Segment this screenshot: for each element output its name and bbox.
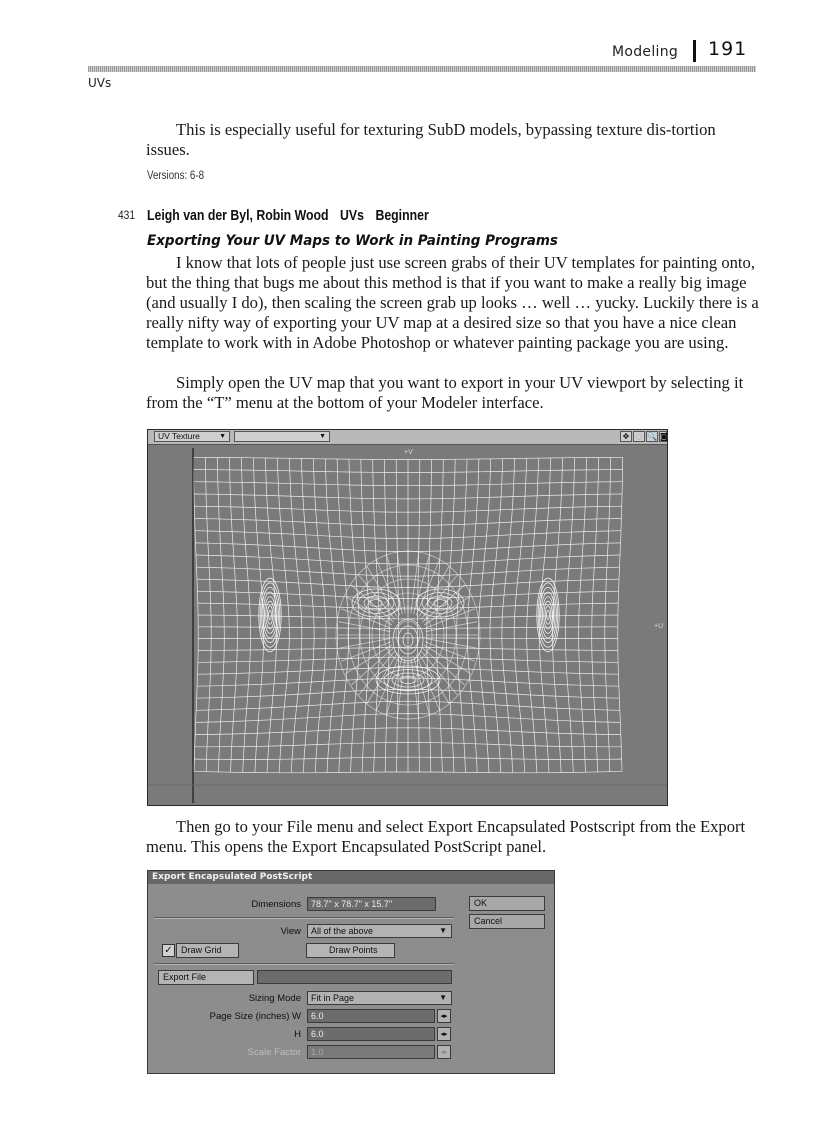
scale-factor-input: 1.0 (307, 1045, 435, 1059)
rotate-icon[interactable]: ◌ (633, 431, 645, 442)
cancel-button[interactable]: Cancel (469, 914, 545, 929)
scale-factor-label: Scale Factor (247, 1047, 301, 1058)
tip-title: Exporting Your UV Maps to Work in Painting Programs (147, 233, 558, 249)
ok-button[interactable]: OK (469, 896, 545, 911)
chevron-down-icon: ▼ (219, 433, 226, 440)
viewport-toolbar (148, 430, 667, 445)
tip-authors: Leigh van der Byl, Robin Wood (147, 207, 329, 224)
tip-number: 431 (118, 208, 136, 222)
axis-v-label: +V (404, 449, 413, 456)
view-select-value: All of the above (311, 926, 374, 936)
chevron-down-icon: ▼ (439, 993, 447, 1002)
versions-note: Versions: 6-8 (147, 170, 205, 182)
h-label: H (294, 1029, 301, 1040)
tip-paragraph-1: I know that lots of people just use screen grabs of their UV templates for painting onto, but the thing that bugs me about this method is that if you want to make a really big image (and usually I do), then scaling the screen grab up looks … well … yucky. Luckily there is a really nifty way of exporting your UV map at a desired size so that you have a nice clean template to work with in Adobe Photoshop or whatever painting package you are using. (146, 253, 759, 352)
chevron-down-icon: ▼ (319, 433, 326, 440)
uv-mesh-graphic (148, 445, 667, 805)
draw-grid-toggle[interactable]: Draw Grid (176, 943, 239, 958)
export-file-path-field[interactable] (257, 970, 452, 984)
tip-paragraph-3: Then go to your File menu and select Export Encapsulated Postscript from the Export menu. This opens the Export Encapsulated PostScript panel. (146, 817, 746, 856)
running-header-section: Modeling (612, 44, 679, 60)
view-label: View (280, 926, 301, 937)
zoom-icon[interactable]: 🔍 (647, 432, 657, 441)
dimensions-label: Dimensions (251, 899, 301, 910)
page-number: 191 (708, 38, 748, 60)
view-mode-dropdown[interactable] (154, 431, 230, 442)
intro-paragraph: This is especially useful for texturing SubD models, bypassing texture dis-tortion issues. (146, 120, 716, 159)
sizing-mode-select[interactable] (307, 991, 452, 1005)
export-eps-dialog (147, 870, 555, 1074)
uv-map-dropdown[interactable] (234, 431, 330, 442)
chevron-down-icon: ▼ (439, 926, 447, 935)
tip-paragraph-2: Simply open the UV map that you want to export in your UV viewport by selecting it from the “T” menu at the bottom of your Modeler interface. (146, 373, 744, 412)
page-size-w-input[interactable]: 6.0 (307, 1009, 435, 1023)
tip-meta (147, 207, 440, 224)
view-mode-value: UV Texture (158, 431, 200, 441)
chapter-label: UVs (88, 76, 112, 90)
page-size-h-spinner[interactable]: ◂▸ (437, 1027, 451, 1041)
page-size-w-label: Page Size (inches) W (209, 1011, 301, 1022)
view-select[interactable] (307, 924, 452, 938)
dialog-title: Export Encapsulated PostScript (148, 871, 554, 884)
scale-factor-spinner: ◂▸ (437, 1045, 451, 1059)
maximize-icon[interactable]: ◙ (660, 432, 668, 441)
page-size-w-spinner[interactable]: ◂▸ (437, 1009, 451, 1023)
header-rule (88, 66, 756, 72)
uv-viewport (147, 429, 668, 806)
export-file-button[interactable]: Export File (158, 970, 254, 985)
sizing-mode-label: Sizing Mode (248, 993, 301, 1004)
draw-grid-checkbox[interactable]: ✓ (162, 944, 175, 957)
axis-u-label: +U (654, 623, 664, 630)
separator (154, 917, 454, 919)
draw-points-toggle[interactable]: Draw Points (306, 943, 395, 958)
pan-icon[interactable]: ✥ (620, 431, 632, 442)
page-size-h-input[interactable]: 6.0 (307, 1027, 435, 1041)
sizing-mode-value: Fit in Page (311, 993, 355, 1003)
tip-level: Beginner (375, 207, 429, 224)
header-divider (693, 40, 696, 62)
separator (154, 963, 454, 965)
tip-category: UVs (340, 207, 364, 224)
dimensions-field: 78.7" x 78.7" x 15.7" (307, 897, 436, 911)
